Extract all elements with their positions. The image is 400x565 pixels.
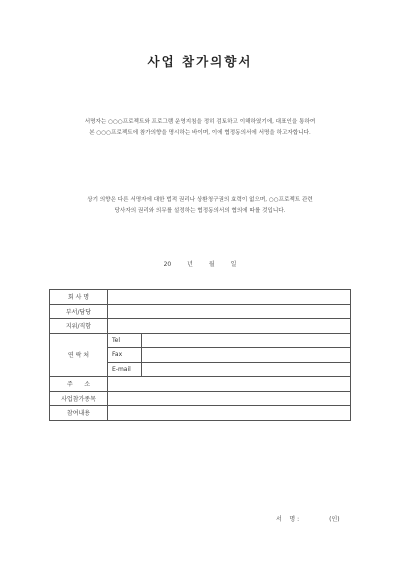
intro-line-1: 서명자는 ○○○프로젝트와 프로그램 운영지침을 정히 검토하고 이해하였기에, 대표인을 통하여 [84, 119, 316, 125]
address-field[interactable] [108, 377, 351, 392]
participation-label: 참여내용 [50, 406, 108, 421]
row-company-name [50, 290, 351, 305]
position-field[interactable] [108, 319, 351, 334]
legal-paragraph [52, 195, 348, 217]
email-field[interactable] [142, 362, 351, 377]
date-year-prefix: 20 [163, 261, 172, 268]
business-item-label: 사업참가종목 [50, 391, 108, 406]
legal-line-2: 당사자의 권리와 의무를 설정하는 협정동의서의 협의에 따를 것입니다. [114, 208, 286, 214]
fax-field[interactable] [142, 348, 351, 363]
department-field[interactable] [108, 304, 351, 319]
row-participation [50, 406, 351, 421]
document-title: 사업 참가의향서 [147, 54, 253, 69]
position-label: 지위/직함 [50, 319, 108, 334]
address-label: 주 소 [50, 377, 108, 392]
row-address [50, 377, 351, 392]
seal-mark: (인) [329, 516, 340, 523]
tel-field[interactable] [142, 333, 351, 348]
row-business-item [50, 391, 351, 406]
participation-field[interactable] [108, 406, 351, 421]
signature-line [276, 514, 340, 523]
email-label: E-mail [108, 362, 142, 377]
contact-label: 연 락 처 [50, 333, 108, 377]
date-line [0, 259, 400, 268]
intro-paragraph [52, 117, 348, 139]
intro-line-2: 본 ○○○프로젝트에 참가의향을 명시하는 바이며, 이에 협정동의서에 서명을 하고자합니다. [89, 130, 311, 136]
date-day-unit: 일 [230, 261, 237, 268]
signature-label: 서 명 : [276, 516, 300, 523]
company-name-field[interactable] [108, 290, 351, 305]
row-tel [50, 333, 351, 348]
application-form-table [49, 289, 351, 421]
company-name-label: 회 사 명 [50, 290, 108, 305]
department-label: 부서/담당 [50, 304, 108, 319]
date-month-unit: 월 [208, 261, 215, 268]
row-position [50, 319, 351, 334]
date-year-unit: 년 [187, 261, 193, 268]
tel-label: Tel [108, 333, 142, 348]
legal-line-1: 상기 의향은 다른 서명자에 대한 법적 권리나 상환청구권의 효력이 없으며, ○○프로젝트 관련 [87, 197, 313, 203]
business-item-field[interactable] [108, 391, 351, 406]
fax-label: Fax [108, 348, 142, 363]
row-department [50, 304, 351, 319]
